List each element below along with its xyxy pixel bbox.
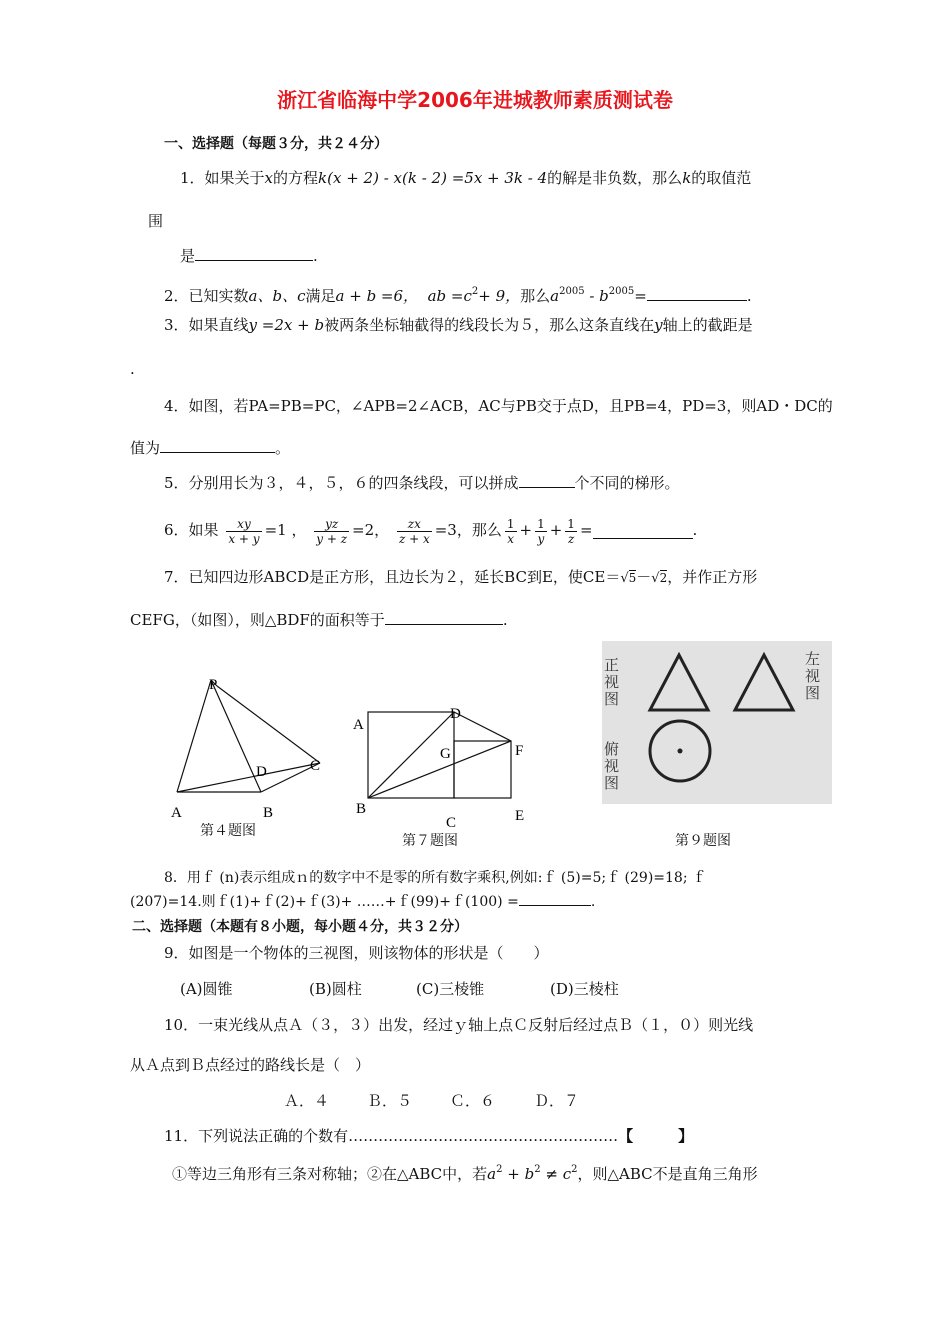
frac-num: 1 (567, 516, 575, 531)
q11-c: c (562, 1165, 572, 1183)
figure-7-diagram (348, 700, 538, 830)
q11-text: ，则△ABC不是直角三角形 (577, 1165, 758, 1183)
q1-var-x: x (264, 169, 274, 187)
figure-9-three-views (602, 641, 832, 804)
figure-9-caption: 第９题图 (675, 833, 731, 849)
q1-var-k: k (682, 169, 692, 187)
q6-val: =2， (352, 521, 390, 539)
q11-sup: 2 (571, 1164, 578, 1175)
label-e: E (515, 808, 525, 824)
figure-4-diagram (165, 672, 335, 822)
segment-ac (177, 763, 320, 792)
q6-val: =3， (434, 521, 472, 539)
three-views-drawing (602, 641, 832, 804)
q11-answer-bracket[interactable]: 【 】 (618, 1127, 694, 1145)
question-4-line-2 (130, 438, 290, 458)
q7-end: . (502, 611, 508, 629)
q11-neq: ≠ (540, 1165, 563, 1183)
frac-den: x (505, 531, 517, 546)
q3-text: 被两条坐标轴截得的线段长为５，那么这条直线在 (324, 316, 655, 334)
sqrt-2: √2 (651, 571, 668, 586)
q9-option-d[interactable]: (D)三棱柱 (550, 980, 619, 998)
q2-expr-b: - b (584, 287, 609, 305)
top-view-label: 俯视图 (604, 740, 620, 792)
question-11-line-1 (164, 1126, 693, 1146)
q11-text: ①等边三角形有三条对称轴；②在△ABC中，若 (172, 1165, 488, 1183)
q1-text: 的取值范 (691, 169, 752, 187)
q7-text: ，并作正方形 (667, 568, 758, 586)
q6-fraction-1 (226, 517, 261, 546)
q1-text: 的解是非负数，那么 (547, 169, 683, 187)
segment-pc (217, 686, 320, 763)
question-1-line-3 (180, 246, 318, 266)
label-c: C (446, 815, 457, 830)
question-3 (164, 315, 753, 335)
q6-end: . (692, 521, 698, 539)
frac-den: y (535, 531, 547, 546)
question-9: 9．如图是一个物体的三视图，则该物体的形状是（ ） (164, 944, 549, 962)
label-b: B (263, 805, 274, 821)
front-view-label: 正视图 (604, 656, 620, 708)
q10-option-a[interactable]: Ａ．４ (284, 1092, 330, 1110)
question-4-line-1: 4．如图，若PA=PB=PC，∠APB=2∠ACB，AC与PB交于点D，且PB=4，PD=3，则AD・DC的 (164, 397, 833, 415)
label-f: F (515, 743, 524, 759)
frac-num: 1 (537, 516, 545, 531)
q6-plus: + (519, 521, 533, 539)
section-heading-1: 一、选择题（每题３分，共２４分） (164, 136, 388, 152)
q6-fraction-1x (505, 517, 517, 546)
q11-plus: + (502, 1165, 525, 1183)
q8-end: . (590, 894, 596, 910)
frac-den: x + y (228, 531, 260, 546)
q6-val: =1 ， (264, 521, 307, 539)
label-c: C (310, 758, 321, 774)
q1-equation: k(x + 2) - x(k - 2) =5x + 3k - 4 (318, 169, 548, 187)
q1-text: 1．如果关于 (180, 169, 265, 187)
section-heading-2: 二、选择题（本题有８小题，每小题４分，共３２分） (132, 919, 468, 935)
q11-text: 11．下列说法正确的个数有……………………………………………… (164, 1127, 619, 1145)
left-view-triangle (735, 655, 793, 710)
q2-vars: a、b、c (248, 287, 306, 305)
q6-fraction-2 (314, 517, 349, 546)
q10-option-b[interactable]: Ｂ．５ (367, 1092, 413, 1110)
q7-text: CEFG，（如图），则△BDF的面积等于 (130, 611, 385, 629)
q2-sup: 2005 (559, 286, 585, 297)
figure-7-caption: 第７题图 (402, 833, 458, 849)
segment-pb (211, 680, 261, 792)
q7-sqrt2: 2 (659, 571, 668, 585)
sqrt-5: √5 (620, 571, 637, 586)
q7-text: 7．已知四边形ABCD是正方形，且边长为２，延长BC到E，使CE＝ (164, 568, 621, 586)
q10-option-c[interactable]: Ｃ．６ (450, 1092, 496, 1110)
q6-plus: + (549, 521, 563, 539)
label-d: D (256, 764, 267, 780)
q4-end: 。 (275, 439, 291, 457)
question-1-line-1 (180, 168, 751, 188)
q9-option-a[interactable]: (A)圆锥 (180, 980, 233, 998)
q2-cond1: a + b =6， (335, 287, 419, 305)
q2-text: 2．已知实数 (164, 287, 249, 305)
q11-sup: 2 (496, 1164, 503, 1175)
q7-minus: － (636, 568, 652, 586)
q2-expr-a: a (550, 287, 560, 305)
q6-fraction-3 (397, 517, 432, 546)
page-title: 浙江省临海中学2006年进城教师素质测试卷 (277, 88, 673, 112)
q2-sup: 2005 (608, 286, 635, 297)
q1-text: 的方程 (273, 169, 319, 187)
label-d: D (450, 706, 461, 722)
q2-eq: = (634, 287, 647, 305)
q10-option-d[interactable]: Ｄ．７ (534, 1092, 580, 1110)
q2-end: . (746, 287, 752, 305)
label-p: P (209, 677, 218, 693)
question-10-line-2: 从Ａ点到Ｂ点经过的路线长是（ ） (130, 1056, 371, 1074)
q11-a: a (487, 1165, 497, 1183)
q8-text: (207)=14.则ｆ(1)+ｆ(2)+ｆ(3)+ ……+ｆ(99)+ｆ(100) = (130, 894, 519, 910)
q6-eq: = (579, 521, 593, 539)
answer-blank-8[interactable] (519, 891, 591, 906)
question-7-line-1 (164, 567, 757, 589)
question-8-line-2 (130, 891, 595, 912)
q4-text: 值为 (130, 439, 161, 457)
q2-cond2: ab =c (427, 287, 472, 305)
q3-text: 3．如果直线 (164, 316, 249, 334)
label-b: B (356, 801, 367, 817)
label-g: G (440, 746, 451, 762)
frac-den: y + z (316, 531, 348, 546)
q11-sup: 2 (534, 1164, 541, 1175)
frac-num: zx (407, 516, 421, 531)
question-6 (164, 510, 697, 550)
q9-option-c[interactable]: (C)三棱锥 (416, 980, 485, 998)
q3-var-y: y (654, 316, 663, 334)
frac-den: z (565, 531, 577, 546)
q9-option-b[interactable]: (B)圆柱 (309, 980, 362, 998)
square-cefg (454, 741, 511, 798)
label-a: A (171, 805, 182, 821)
q2-text: 满足 (305, 287, 336, 305)
q2-text: 那么 (520, 287, 551, 305)
question-7-line-2 (130, 610, 508, 630)
q6-text: 6．如果 (164, 521, 219, 539)
answer-blank-7[interactable] (385, 610, 503, 625)
front-view-triangle (650, 655, 708, 710)
answer-blank-6[interactable] (593, 524, 693, 539)
answer-blank-1[interactable] (195, 246, 313, 261)
q5-text: 5．分别用长为３，４，５，６的四条线段，可以拼成 (164, 474, 519, 492)
frac-num: xy (237, 516, 251, 531)
q2-sup: 2 (471, 286, 479, 297)
q2-cond2-tail: + 9， (478, 287, 521, 305)
top-view-center-dot (678, 749, 683, 754)
answer-blank-5[interactable] (519, 473, 575, 488)
q6-fraction-1y (535, 517, 547, 546)
question-8-line-1: 8．用ｆ (n)表示组成ｎ的数字中不是零的所有数字乘积,例如:ｆ (5)=5;ｆ (29)=18; ｆ (164, 870, 706, 886)
q3-text: 轴上的截距是 (662, 316, 753, 334)
question-11-line-2 (172, 1160, 758, 1184)
q1-text: 是 (180, 247, 196, 265)
figure-4-caption: 第４题图 (200, 823, 256, 839)
segment-df (454, 712, 511, 741)
frac-num: yz (325, 516, 339, 531)
segment-pa (177, 680, 211, 792)
q11-b: b (524, 1165, 535, 1183)
q5-text: 个不同的梯形。 (574, 474, 680, 492)
question-1-line-2: 围 (148, 212, 164, 230)
q3-line-eq: y =2x + b (248, 316, 325, 334)
label-a: A (353, 717, 364, 733)
frac-num: 1 (506, 516, 515, 531)
q1-end: . (313, 247, 318, 265)
answer-blank-2[interactable] (647, 286, 747, 301)
question-10-line-1: 10．一束光线从点Ａ（３，３）出发，经过ｙ轴上点Ｃ反射后经过点Ｂ（１，０）则光线 (164, 1016, 754, 1034)
q6-text: 那么 (471, 521, 502, 539)
answer-blank-4[interactable] (160, 438, 275, 453)
question-2 (164, 282, 752, 306)
frac-den: z + x (398, 531, 430, 546)
q6-fraction-1z (565, 517, 577, 546)
question-5 (164, 473, 680, 493)
left-view-label: 左视图 (805, 650, 821, 702)
question-3-line-2: . (130, 360, 135, 378)
q7-sqrt5: 5 (628, 571, 637, 585)
